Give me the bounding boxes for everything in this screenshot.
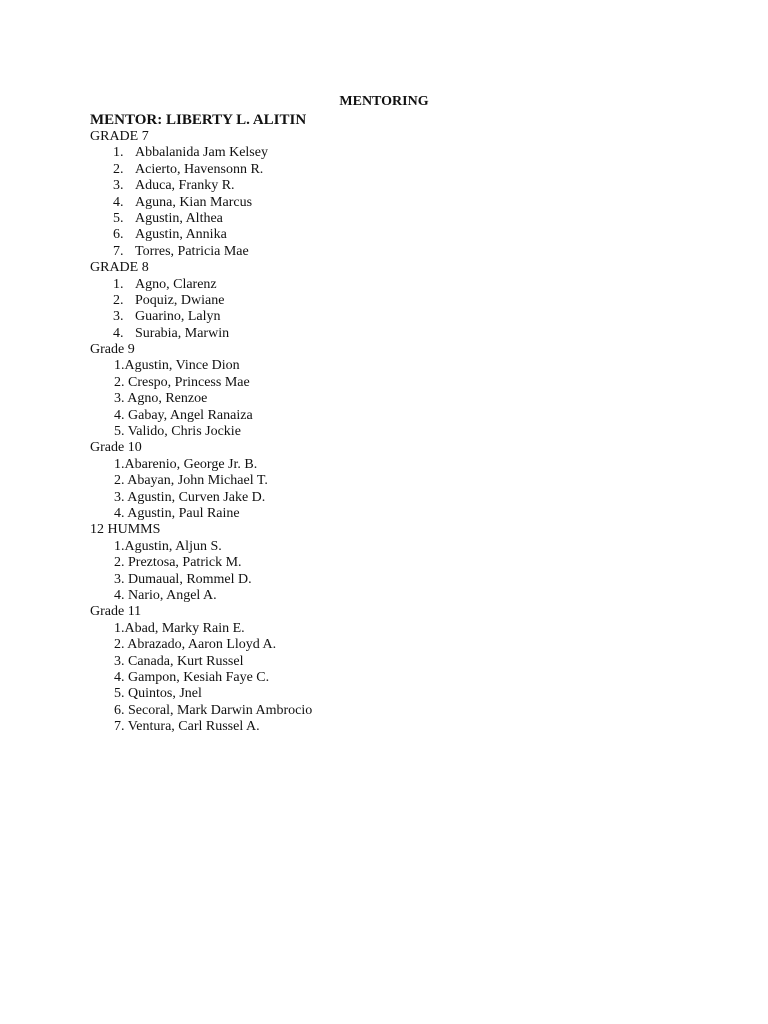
student-name: Acierto, Havensonn R. xyxy=(135,161,264,177)
list-item-number: 3. xyxy=(114,653,128,669)
student-name: Abrazado, Aaron Lloyd A. xyxy=(127,637,277,653)
student-name: Agustin, Aljun S. xyxy=(124,538,222,554)
list-item-number: 4. xyxy=(114,407,128,423)
grade-group xyxy=(90,342,690,440)
list-item-number: 1. xyxy=(113,276,124,292)
student-list xyxy=(90,277,690,343)
list-item xyxy=(90,555,690,571)
student-name: Aguna, Kian Marcus xyxy=(135,194,253,210)
list-item xyxy=(90,703,690,719)
student-list xyxy=(90,145,690,260)
grade-group-label: Grade 11 xyxy=(90,604,142,620)
grade-group xyxy=(90,522,690,604)
student-name: Agustin, Paul Raine xyxy=(127,505,240,521)
list-item-number: 6. xyxy=(113,227,124,243)
grade-group xyxy=(90,129,690,260)
grade-group xyxy=(90,260,690,342)
student-list xyxy=(90,621,690,736)
student-name: Agustin, Vince Dion xyxy=(124,358,240,374)
list-item-number: 1. xyxy=(114,538,125,554)
student-name: Abarenio, George Jr. B. xyxy=(124,456,258,472)
student-name: Ventura, Carl Russel A. xyxy=(127,719,260,735)
list-item-number: 2. xyxy=(113,161,124,177)
list-item xyxy=(90,637,690,653)
list-item-number: 4. xyxy=(113,194,124,210)
list-item-number: 2. xyxy=(114,473,128,489)
student-name: Abad, Marky Rain E. xyxy=(124,620,245,636)
list-item-number: 2. xyxy=(114,555,128,571)
page-title: MENTORING xyxy=(339,94,429,109)
list-item xyxy=(90,375,690,391)
list-item xyxy=(90,391,690,407)
grade-group-label: GRADE 7 xyxy=(90,129,149,144)
list-item xyxy=(90,621,690,637)
list-item-number: 4. xyxy=(113,325,124,341)
student-name: Canada, Kurt Russel xyxy=(128,653,244,669)
list-item xyxy=(90,473,690,489)
student-name: Gampon, Kesiah Faye C. xyxy=(128,669,270,685)
list-item-number: 4. xyxy=(114,587,128,603)
list-item-number: 3. xyxy=(114,571,128,587)
list-item-number: 3. xyxy=(113,178,124,194)
list-item-number: 1. xyxy=(114,620,125,636)
student-name: Torres, Patricia Mae xyxy=(135,243,249,259)
list-item-number: 7. xyxy=(113,243,124,259)
list-item-number: 5. xyxy=(114,686,128,702)
list-item xyxy=(90,490,690,506)
student-name: Poquiz, Dwiane xyxy=(135,292,225,308)
student-name: Agno, Clarenz xyxy=(135,276,217,292)
list-item xyxy=(90,277,690,293)
list-item xyxy=(90,227,690,243)
list-item xyxy=(90,424,690,440)
student-name: Abbalanida Jam Kelsey xyxy=(135,145,268,161)
list-item-number: 1. xyxy=(113,145,124,161)
student-name: Aduca, Franky R. xyxy=(135,178,235,194)
list-item xyxy=(90,408,690,424)
grade-group xyxy=(90,440,690,522)
student-name: Quintos, Jnel xyxy=(128,686,202,702)
student-name: Guarino, Lalyn xyxy=(135,309,221,325)
list-item xyxy=(90,358,690,374)
list-item-number: 2. xyxy=(114,637,128,653)
list-item-number: 3. xyxy=(114,489,128,505)
list-item-number: 5. xyxy=(113,210,124,226)
student-list xyxy=(90,457,690,523)
student-name: Agustin, Curven Jake D. xyxy=(127,489,266,505)
list-item-number: 3. xyxy=(113,309,124,325)
list-item-number: 4. xyxy=(114,669,128,685)
list-item xyxy=(90,654,690,670)
student-name: Crespo, Princess Mae xyxy=(128,374,250,390)
student-list xyxy=(90,539,690,605)
student-name: Valido, Chris Jockie xyxy=(127,424,241,440)
student-groups xyxy=(90,129,690,735)
grade-group-label: GRADE 8 xyxy=(90,260,149,276)
student-name: Agustin, Althea xyxy=(135,210,223,226)
list-item-number: 2. xyxy=(113,292,124,308)
list-item-number: 6. xyxy=(114,702,128,718)
list-item-number: 4. xyxy=(114,505,128,521)
student-name: Abayan, John Michael T. xyxy=(127,473,268,489)
student-name: Preztosa, Patrick M. xyxy=(128,555,242,571)
list-item xyxy=(90,326,690,342)
list-item xyxy=(90,506,690,522)
list-item xyxy=(90,719,690,735)
list-item xyxy=(90,178,690,194)
student-name: Secoral, Mark Darwin Ambrocio xyxy=(128,702,313,718)
list-item xyxy=(90,572,690,588)
list-item xyxy=(90,309,690,325)
list-item-number: 5. xyxy=(114,424,128,440)
list-item xyxy=(90,244,690,260)
student-name: Nario, Angel A. xyxy=(128,587,217,603)
grade-group-label: Grade 10 xyxy=(90,440,142,456)
student-name: Gabay, Angel Ranaiza xyxy=(128,407,253,423)
list-item xyxy=(90,686,690,702)
student-list xyxy=(90,358,690,440)
student-name: Agno, Renzoe xyxy=(127,391,208,407)
list-item xyxy=(90,457,690,473)
grade-group-label: Grade 9 xyxy=(90,342,135,358)
list-item xyxy=(90,211,690,227)
list-item-number: 1. xyxy=(114,456,125,472)
grade-group-label: 12 HUMMS xyxy=(90,522,161,538)
list-item-number: 2. xyxy=(114,374,128,390)
list-item-number: 7. xyxy=(114,719,128,735)
list-item xyxy=(90,162,690,178)
list-item xyxy=(90,670,690,686)
list-item-number: 3. xyxy=(114,391,128,407)
list-item xyxy=(90,195,690,211)
grade-group xyxy=(90,604,690,735)
list-item xyxy=(90,145,690,161)
list-item xyxy=(90,539,690,555)
mentor-heading: MENTOR: LIBERTY L. ALITIN xyxy=(90,112,307,128)
list-item-number: 1. xyxy=(114,358,125,374)
list-item xyxy=(90,293,690,309)
student-name: Agustin, Annika xyxy=(135,227,227,243)
student-name: Surabia, Marwin xyxy=(135,325,230,341)
document-body xyxy=(90,111,690,735)
list-item xyxy=(90,588,690,604)
student-name: Dumaual, Rommel D. xyxy=(128,571,252,587)
